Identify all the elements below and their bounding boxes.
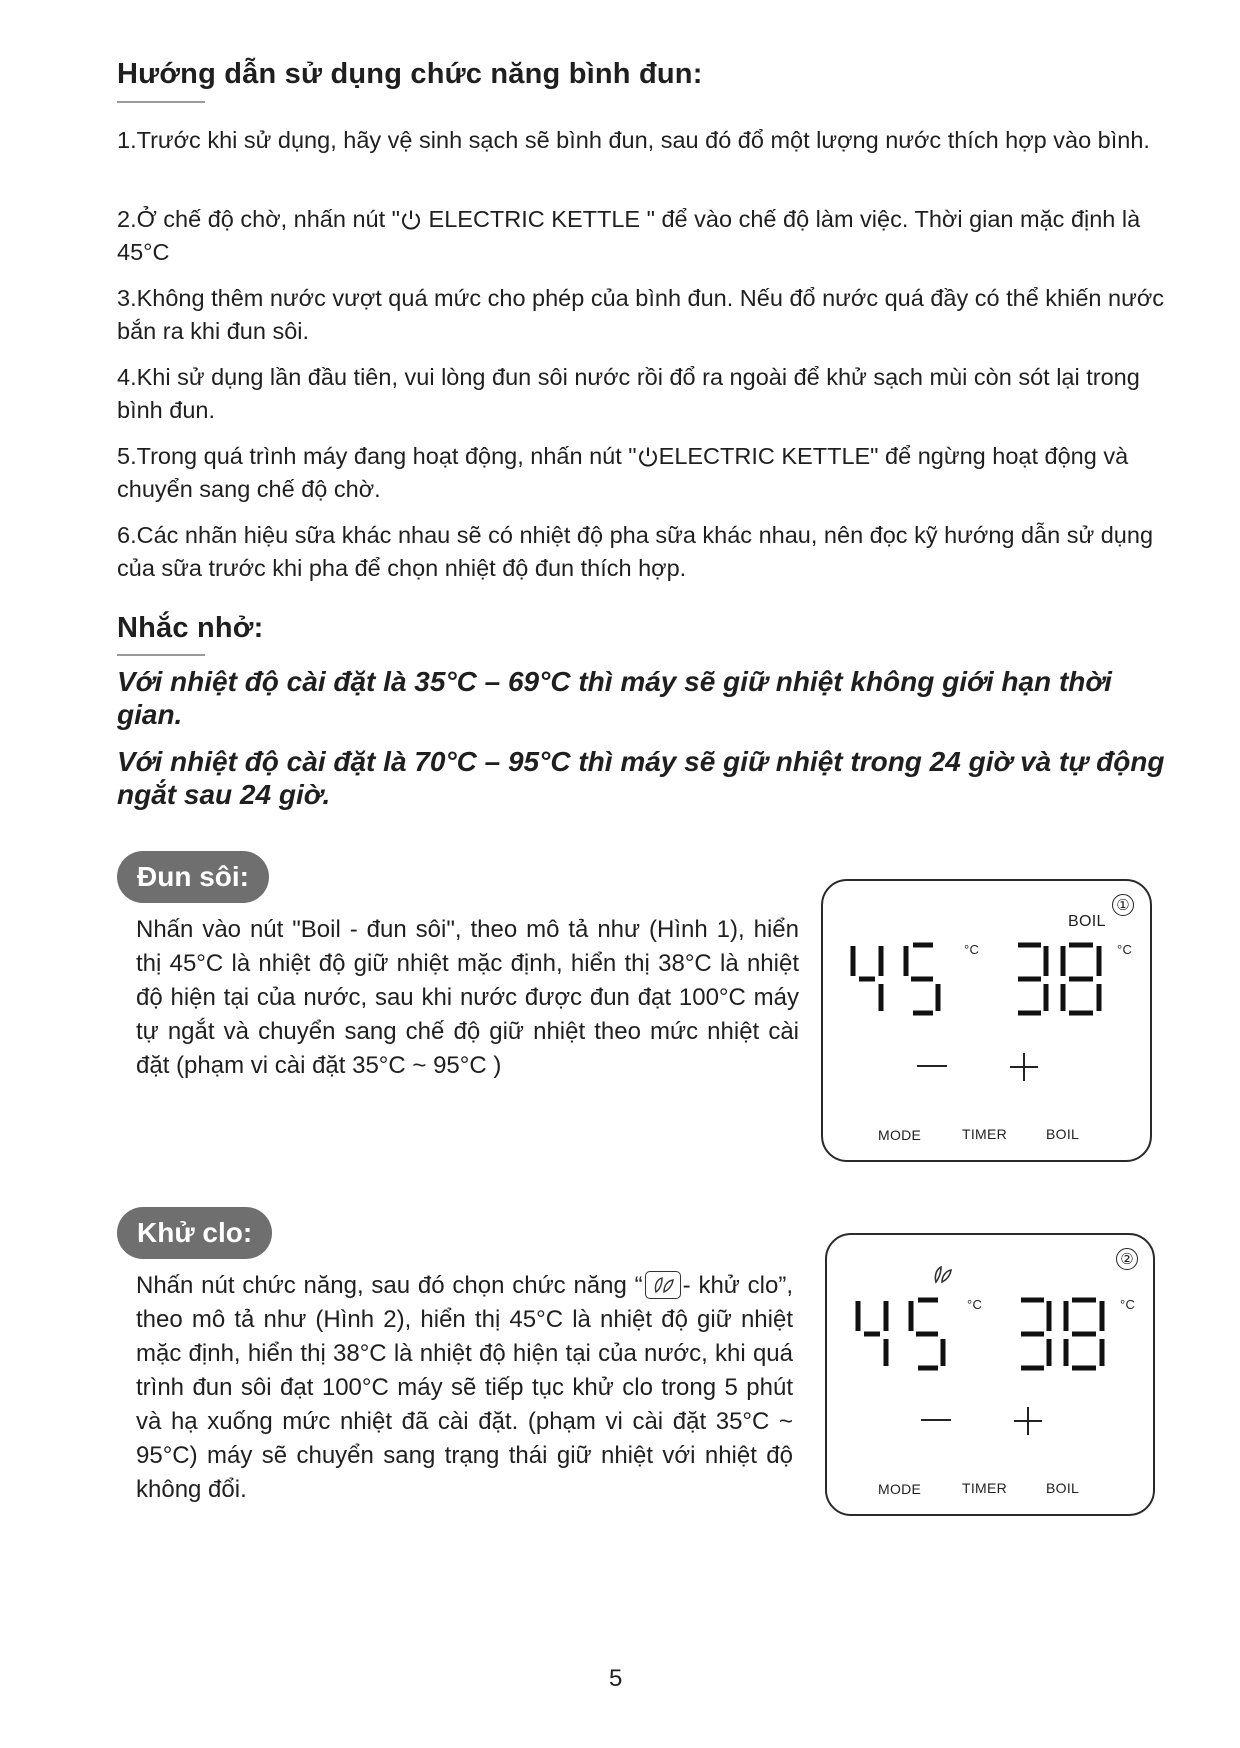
step-text: Khi sử dụng lần đầu tiên, vui lòng đun sôi nước rồi đổ ra ngoài để khử sạch mùi còn sót lại trong bình đun.	[117, 364, 1140, 423]
leaf-icon	[645, 1271, 681, 1299]
step-number: 1.	[117, 127, 137, 153]
boil-label: Đun sôi:	[117, 851, 269, 903]
current-temperature-digits	[1021, 1300, 1102, 1368]
power-icon	[637, 446, 659, 468]
step-text: Không thêm nước vượt quá mức cho phép của bình đun. Nếu đổ nước quá đầy có thể khiến nước bắn ra khi đun sôi.	[117, 285, 1164, 344]
set-temp-unit: °C	[967, 1297, 983, 1312]
boil-description: Nhấn vào nút "Boil - đun sôi", theo mô tả như (Hình 1), hiển thị 45°C là nhiệt độ giữ nhiệt mặc định, hiển thị 38°C là nhiệt độ hiện tại của nước, sau khi nước được đun đạt 100°C máy tự ngắt và chuyển sang chế độ giữ nhiệt theo mức nhiệt cài đặt (phạm vi cài đặt 35°C ~ 95°C )	[136, 916, 799, 1079]
current-temp-unit: °C	[1117, 942, 1133, 957]
step-text-pre: Trong quá trình máy đang hoạt động, nhấn nút "	[136, 443, 637, 469]
set-temperature-digits	[853, 945, 938, 1013]
boil-button[interactable]: BOIL	[1046, 1126, 1080, 1142]
usage-title: Hướng dẫn sử dụng chức năng bình đun:	[117, 58, 703, 90]
step-2	[117, 203, 1165, 269]
minus-button[interactable]	[921, 1419, 951, 1421]
boil-indicator: BOIL	[1068, 913, 1106, 930]
set-temp-unit: °C	[964, 942, 980, 957]
current-temperature-digits	[1018, 945, 1099, 1013]
boil-button[interactable]: BOIL	[1046, 1480, 1080, 1496]
dechlor-label: Khử clo:	[117, 1207, 272, 1259]
step-text-pre: Ở chế độ chờ, nhấn nút "	[136, 206, 401, 232]
figure-number: ②	[1116, 1248, 1138, 1270]
step-number: 2.	[117, 206, 137, 232]
step-number: 5.	[117, 443, 137, 469]
step-text-post: ELECTRIC KETTLE" để ngừng hoạt động và chuyển sang chế độ chờ.	[117, 443, 1129, 502]
minus-button[interactable]	[917, 1065, 947, 1067]
dechlor-text-pre: Nhấn nút chức năng, sau đó chọn chức năng “	[136, 1272, 643, 1299]
step-number: 3.	[117, 285, 137, 311]
reminder-note-2: Với nhiệt độ cài đặt là 70°C – 95°C thì máy sẽ giữ nhiệt trong 24 giờ và tự động ngắt sau 24 giờ.	[117, 746, 1165, 810]
step-4	[117, 361, 1165, 427]
reminder-note-1: Với nhiệt độ cài đặt là 35°C – 69°C thì máy sẽ giữ nhiệt không giới hạn thời gian.	[117, 666, 1112, 730]
plus-button[interactable]	[1008, 1051, 1040, 1083]
step-1	[117, 124, 1165, 157]
power-icon	[400, 209, 422, 231]
mode-button[interactable]: MODE	[878, 1481, 922, 1497]
current-temp-unit: °C	[1120, 1297, 1136, 1312]
control-panel-figure-1	[821, 879, 1152, 1162]
page-number: 5	[609, 1665, 623, 1692]
step-6	[117, 519, 1165, 585]
timer-button[interactable]: TIMER	[962, 1480, 1008, 1496]
step-3	[117, 282, 1165, 348]
timer-button[interactable]: TIMER	[962, 1126, 1008, 1142]
step-text: Trước khi sử dụng, hãy vệ sinh sạch sẽ bình đun, sau đó đổ một lượng nước thích hợp vào bình.	[136, 127, 1150, 153]
dechlor-text-post: - khử clo”, theo mô tả như (Hình 2), hiển thị 45°C là nhiệt độ giữ nhiệt mặc định, hiển thị 38°C là nhiệt độ hiện tại của nước, khi quá trình đun sôi đạt 100°C máy sẽ tiếp tục khử clo trong 5 phút và hạ xuống mức nhiệt đã cài đặt. (phạm vi cài đặt 35°C ~ 95°C) máy sẽ chuyển sang trạng thái giữ nhiệt với nhiệt độ không đổi.	[136, 1272, 794, 1503]
dechlor-description	[136, 1269, 793, 1507]
plus-button[interactable]	[1012, 1405, 1044, 1437]
step-text-post: ELECTRIC KETTLE " để vào chế độ làm việc. Thời gian mặc định là 45°C	[117, 206, 1141, 265]
mode-button[interactable]: MODE	[878, 1127, 922, 1143]
step-number: 4.	[117, 364, 137, 390]
title-underline	[117, 101, 205, 103]
segment-display	[827, 1235, 1153, 1514]
step-number: 6.	[117, 522, 137, 548]
title-underline	[117, 654, 205, 656]
step-5	[117, 440, 1165, 506]
figure-number: ①	[1112, 894, 1134, 916]
control-panel-figure-2	[825, 1233, 1155, 1516]
segment-display	[823, 881, 1150, 1160]
set-temperature-digits	[858, 1300, 943, 1368]
step-text: Các nhãn hiệu sữa khác nhau sẽ có nhiệt độ pha sữa khác nhau, nên đọc kỹ hướng dẫn sử dụng của sữa trước khi pha để chọn nhiệt độ đun thích hợp.	[117, 522, 1154, 581]
reminder-title: Nhắc nhở:	[117, 612, 264, 644]
